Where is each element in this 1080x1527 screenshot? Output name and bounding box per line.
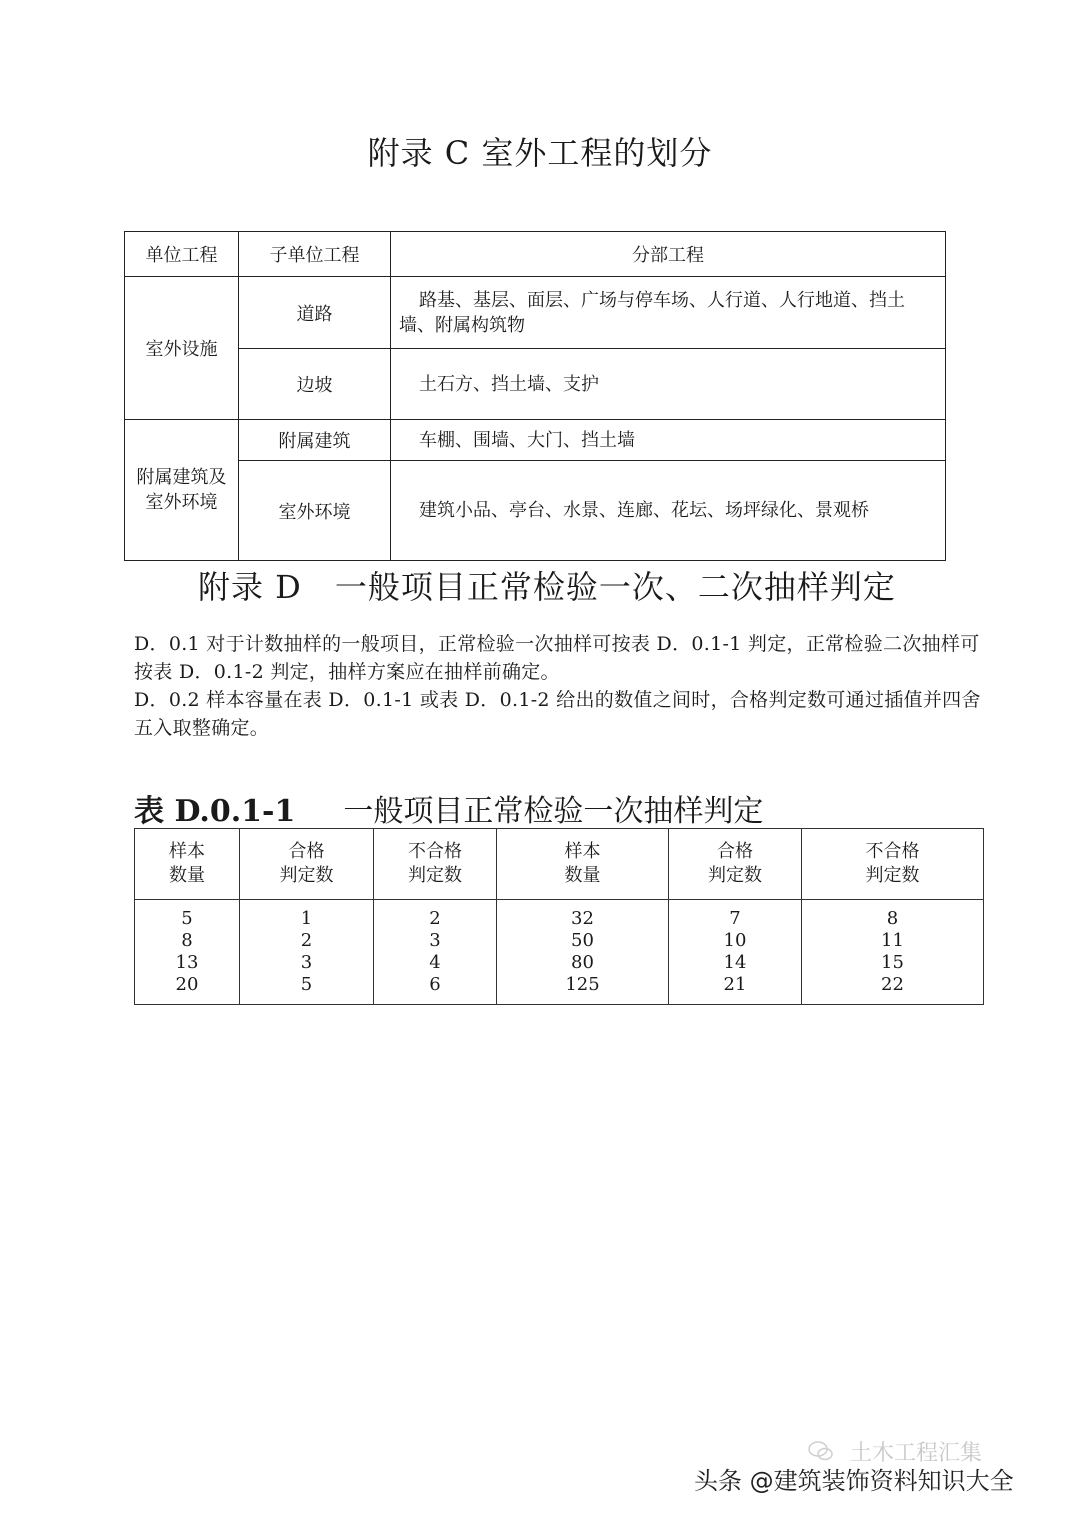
cell-value: 21 (723, 974, 747, 995)
appendix-c-title: 附录 C 室外工程的划分 (367, 134, 713, 172)
paragraph-d-0-1: D．0.1 对于计数抽样的一般项目，正常检验一次抽样可按表 D．0.1-1 判定，正常检验二次抽样可按表 D．0.1-2 判定，抽样方案应在抽样前确定。 (134, 633, 980, 683)
header-line: 判定数 (408, 865, 462, 886)
cell-value: 14 (723, 952, 747, 973)
sub-unit-cell: 附属建筑 (239, 420, 391, 461)
header-sample-size (135, 829, 240, 900)
cell-value: 2 (300, 930, 313, 951)
division-cell: 建筑小品、亭台、水景、连廊、花坛、场坪绿化、景观桥 (391, 461, 946, 561)
header-unit: 单位工程 (125, 232, 239, 277)
table-d-title: 一般项目正常检验一次抽样判定 (343, 794, 764, 829)
cell-value: 6 (429, 974, 441, 995)
cell-value: 2 (429, 908, 441, 929)
header-line: 不合格 (408, 841, 462, 862)
header-sub-unit: 子单位工程 (239, 232, 391, 277)
sub-unit-cell: 边坡 (239, 349, 391, 420)
column-cell (802, 900, 984, 1005)
cell-value: 5 (300, 974, 313, 995)
cell-value: 7 (729, 908, 741, 929)
appendix-d-title: 附录 D 一般项目正常检验一次、二次抽样判定 (198, 568, 896, 606)
header-line: 合格 (288, 841, 325, 862)
column-cell (135, 900, 240, 1005)
cell-value: 125 (565, 974, 600, 995)
header-line: 样本 (169, 841, 205, 862)
header-division: 分部工程 (391, 232, 946, 277)
faint-watermark: 土木工程汇集 (850, 1441, 983, 1466)
cell-value: 50 (571, 930, 594, 951)
column-cell (374, 900, 497, 1005)
cell-value: 15 (881, 952, 904, 973)
cell-value: 10 (723, 930, 747, 951)
header-accept-number (669, 829, 802, 900)
cell-value: 3 (429, 930, 441, 951)
header-line: 判定数 (279, 865, 334, 886)
wechat-icon (808, 1440, 834, 1462)
header-line: 判定数 (708, 865, 762, 886)
cell-value: 1 (300, 908, 313, 929)
division-text: 路基、基层、面层、广场与停车场、人行道、人行地道、挡土墙、附属构筑物 (399, 289, 905, 336)
column-cell (240, 900, 374, 1005)
header-line: 不合格 (865, 841, 920, 862)
column-cell (669, 900, 802, 1005)
unit-cell: 附属建筑及室外环境 (125, 420, 239, 561)
cell-value: 32 (571, 908, 594, 929)
header-sample-size (497, 829, 669, 900)
paragraph-d-0-2: D．0.2 样本容量在表 D．0.1-1 或表 D．0.1-2 给出的数值之间时，合格判定数可通过插值并四舍五入取整确定。 (134, 689, 981, 739)
cell-value: 80 (571, 952, 594, 973)
table-row (125, 349, 946, 420)
table-d-caption (134, 786, 763, 830)
outdoor-works-table (124, 231, 946, 561)
header-line: 判定数 (865, 865, 920, 886)
header-line: 合格 (717, 841, 753, 862)
source-watermark: 头条 @建筑装饰资料知识大全 (694, 1467, 1014, 1495)
cell-value: 4 (429, 952, 441, 973)
table-row (125, 461, 946, 561)
division-cell: 土石方、挡土墙、支护 (391, 349, 946, 420)
header-accept-number (240, 829, 374, 900)
table-header-row (135, 829, 984, 900)
sampling-judgment-table (134, 828, 984, 1005)
division-cell (391, 277, 946, 349)
division-cell: 车棚、围墙、大门、挡土墙 (391, 420, 946, 461)
cell-value: 20 (175, 974, 199, 995)
header-line: 数量 (564, 865, 601, 886)
column-cell (497, 900, 669, 1005)
sub-unit-cell: 道路 (239, 277, 391, 349)
header-reject-number (802, 829, 984, 900)
table-row (125, 277, 946, 349)
table-header-row (125, 232, 946, 277)
header-line: 样本 (564, 841, 601, 862)
cell-value: 3 (300, 952, 313, 973)
cell-value: 13 (175, 952, 199, 973)
table-row (135, 900, 984, 1005)
cell-value: 8 (181, 930, 193, 951)
header-line: 数量 (169, 865, 205, 886)
cell-value: 5 (181, 908, 193, 929)
table-d-code: 表 D.0.1-1 (134, 794, 296, 829)
cell-value: 11 (881, 930, 904, 951)
unit-cell: 室外设施 (125, 277, 239, 420)
sub-unit-cell: 室外环境 (239, 461, 391, 561)
cell-value: 22 (881, 974, 904, 995)
cell-value: 8 (886, 908, 899, 929)
header-reject-number (374, 829, 497, 900)
table-row (125, 420, 946, 461)
